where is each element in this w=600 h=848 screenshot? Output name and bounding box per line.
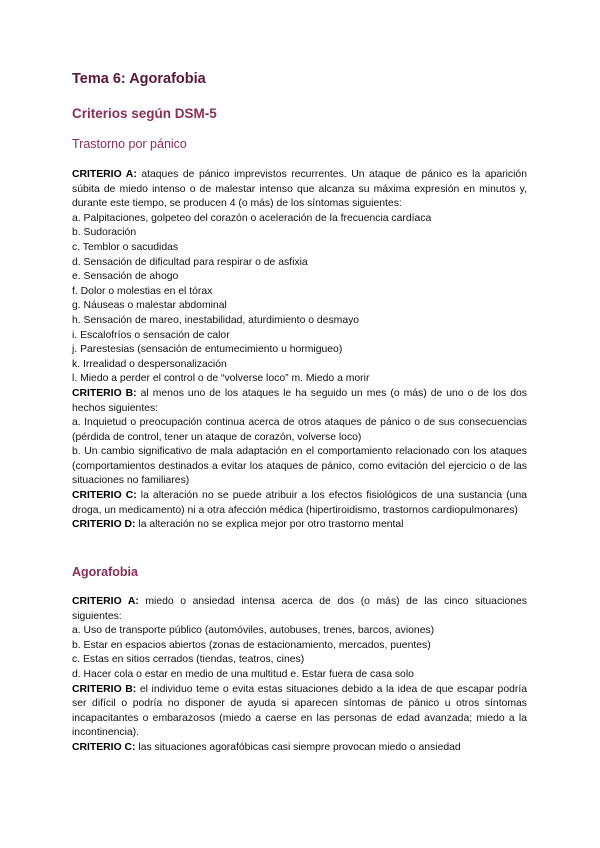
list-item: b. Estar en espacios abiertos (zonas de estacionamiento, mercados, puentes) [72, 639, 431, 651]
criterio-b-paragraph [72, 683, 527, 741]
criterio-c-paragraph [72, 741, 527, 756]
list-item: c. Temblor o sacudidas [72, 241, 179, 253]
list-item: b. Un cambio significativo de mala adaptación en el comportamiento relacionado con los ataques (comportamientos destinados a evitar los ataques de pánico, como evitación del ejercicio o de las situaciones no familiares) [72, 446, 527, 487]
criterio-text: miedo o ansiedad intensa acerca de dos (o más) de las cinco situaciones siguientes: [72, 596, 527, 622]
section-heading-panico: Trastorno por pánico [72, 137, 187, 151]
list-item: g. Náuseas o malestar abdominal [72, 300, 227, 312]
criterio-label: CRITERIO A: [72, 596, 139, 607]
criterio-label: CRITERIO B: [72, 683, 137, 695]
criterio-b-paragraph [72, 387, 527, 416]
criterio-text: las situaciones agorafóbicas casi siempre provocan miedo o ansiedad [135, 741, 461, 753]
list-item: k. Irrealidad o despersonalización [72, 358, 227, 370]
list-item: j. Parestesias (sensación de entumecimiento u hormigueo) [72, 344, 343, 356]
criterio-label: CRITERIO C: [72, 741, 136, 753]
criterio-text: al menos uno de los ataques le ha seguido un mes (o más) de uno o de los dos hechos siguientes: [72, 387, 527, 414]
page-title: Tema 6: Agorafobia [72, 71, 206, 87]
section-heading-agorafobia: Agorafobia [72, 565, 138, 579]
criterio-label: CRITERIO D: [72, 519, 136, 531]
criterio-label: CRITERIO B: [72, 387, 137, 399]
criterio-text: la alteración no se explica mejor por otro trastorno mental [135, 519, 404, 531]
list-item: d. Hacer cola o estar en medio de una multitud e. Estar fuera de casa solo [72, 668, 414, 680]
section-agorafobia [72, 595, 527, 756]
list-item: a. Uso de transporte público (automóviles, autobuses, trenes, barcos, aviones) [72, 625, 435, 637]
list-item: c. Estas en sitios cerrados (tiendas, teatros, cines) [72, 654, 305, 666]
list-item: l. Miedo a perder el control o de “volverse loco” m. Miedo a morir [72, 373, 370, 385]
criterio-label: CRITERIO A: [72, 169, 137, 180]
criterio-text: la alteración no se puede atribuir a los efectos fisiológicos de una sustancia (una droga, un medicamento) ni a otra afección médica (hipertiroidismo, trastornos cardiopulmonares) [72, 490, 527, 516]
section-panico [72, 168, 527, 533]
list-item: b. Sudoración [72, 227, 137, 239]
list-item: f. Dolor o molestias en el tórax [72, 285, 213, 297]
criterio-d-paragraph [72, 518, 527, 533]
list-item: a. Palpitaciones, golpeteo del corazón o aceleración de la frecuencia cardíaca [72, 212, 432, 224]
criterio-label: CRITERIO C: [72, 490, 137, 502]
criterio-a-paragraph [72, 595, 527, 624]
criterio-text: el individuo teme o evita estas situaciones debido a la idea de que escapar podría ser difícil o podría no disponer de ayuda si aparecen síntomas de pánico u otros síntomas incapacitantes o embarazosos (miedo a caerse en las personas de edad avanzada; miedo a la incontinencia). [72, 683, 527, 739]
list-item: h. Sensación de mareo, inestabilidad, aturdimiento o desmayo [72, 314, 360, 326]
page-subtitle: Criterios según DSM-5 [72, 106, 217, 121]
criterio-c-paragraph [72, 489, 527, 518]
criterio-text: ataques de pánico imprevistos recurrentes. Un ataque de pánico es la aparición súbita de miedo intenso o de malestar intenso que alcanza su máxima expresión en minutos y, durante este tiempo, se producen 4 (o más) de los síntomas siguientes: [72, 169, 527, 210]
criterio-a-paragraph [72, 168, 527, 212]
list-item: a. Inquietud o preocupación continua acerca de otros ataques de pánico o de sus consecuencias (pérdida de control, tener un ataque de corazón, volverse loco) [72, 417, 527, 443]
list-item: d. Sensación de dificultad para respirar o de asfixia [72, 256, 308, 268]
list-item: e. Sensación de ahogo [72, 271, 179, 283]
list-item: i. Escalofríos o sensación de calor [72, 329, 230, 341]
